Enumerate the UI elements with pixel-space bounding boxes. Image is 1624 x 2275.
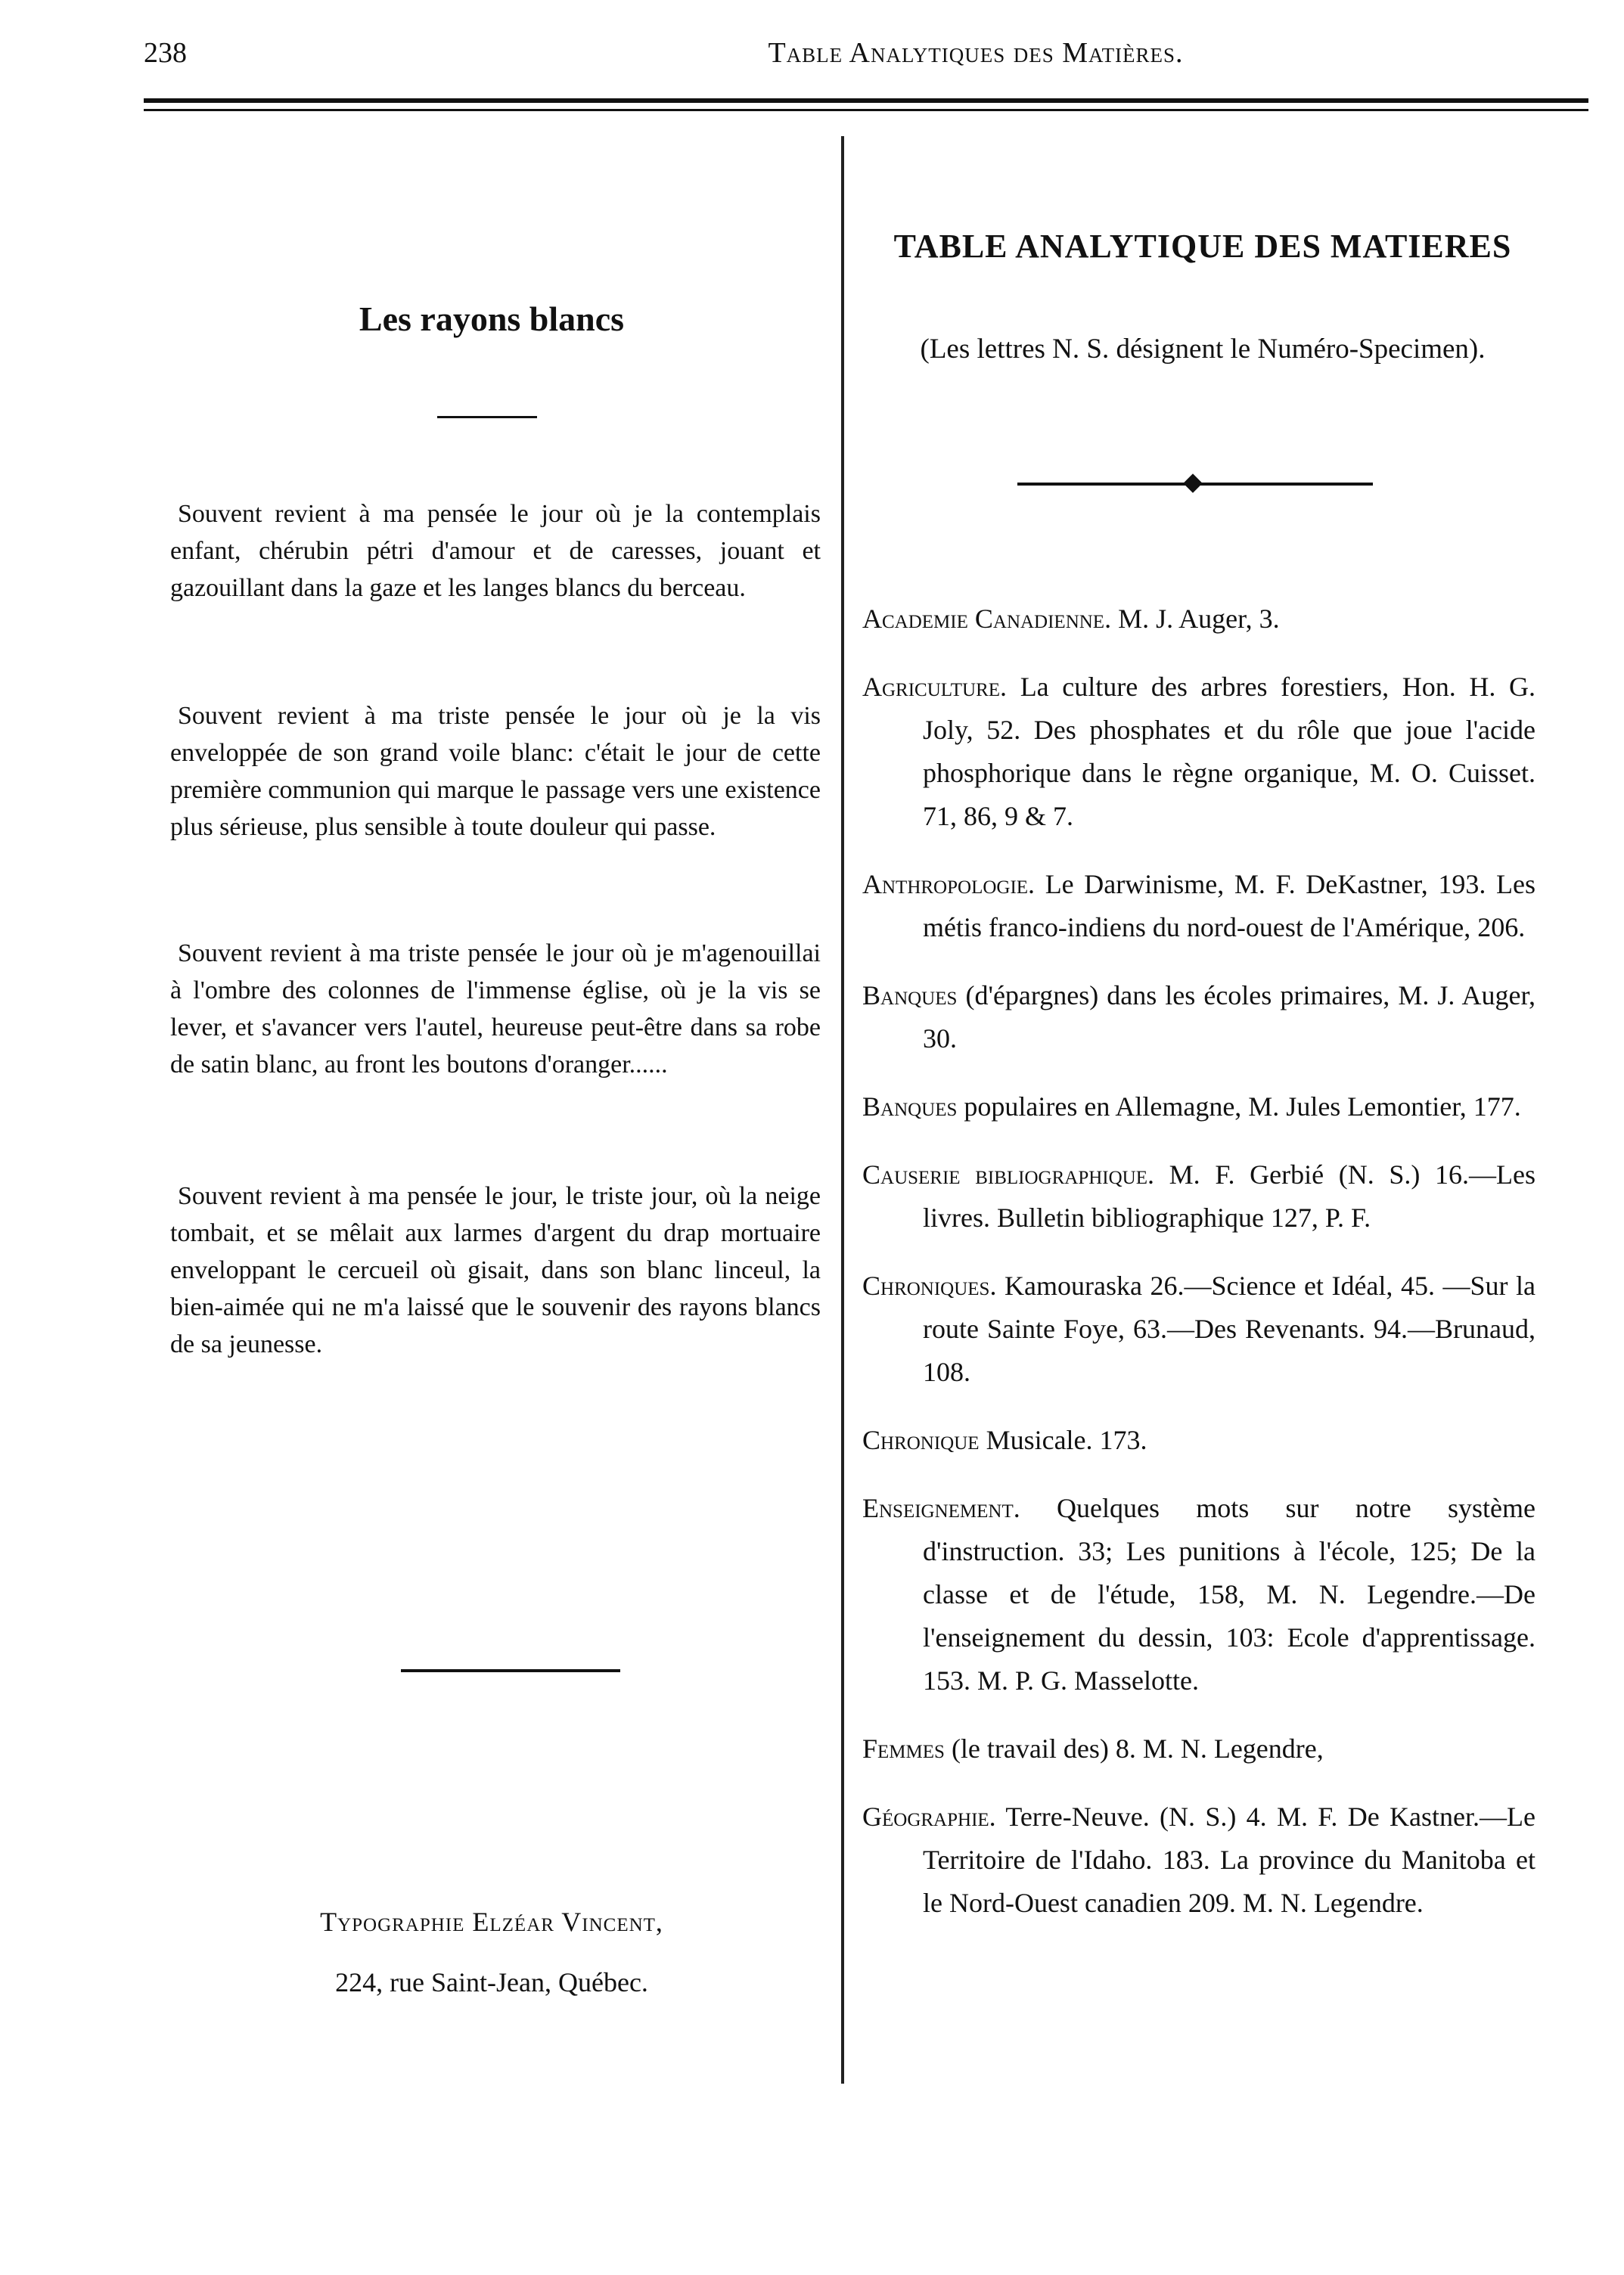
title-rule [437,416,537,418]
index-entry-text: M. J. Auger, 3. [1118,604,1280,634]
index-entry [862,1795,1536,1925]
ornament-diamond [1183,473,1202,492]
printer-name: Typographie Elzéar Vincent, [320,1907,663,1937]
index-entry-text: Musicale. 173. [986,1425,1147,1455]
index-entry-head: Banques [862,1091,958,1122]
index-entry-text: Kamouraska 26.—Science et Idéal, 45. —Sur la route Sainte Foye, 63.—Des Revenants. 94.—Brunaud, 108. [923,1271,1536,1387]
index-entry-head: Chroniques. [862,1271,997,1301]
poem-paragraph: Souvent revient à ma triste pensée le jour où je la vis enveloppée de son grand voile blanc: c'était le jour de cette première communion qui marque le passage vers une existence plus sérieuse, plus sensible à toute douleur qui passe. [170,702,821,841]
index-entry [862,863,1536,949]
index-entry-head: Anthropologie. [862,869,1036,899]
index-entry-text: Terre-Neuve. (N. S.) 4. M. F. De Kastner.—Le Territoire de l'Idaho. 183. La province du Manitoba et le Nord-Ouest canadien 209. M. N. Legendre. [923,1802,1536,1918]
index-entry [862,1487,1536,1702]
index-entry [862,1153,1536,1240]
index-entry-text: (d'épargnes) dans les écoles primaires, M. J. Auger, 30. [923,980,1536,1054]
printer-address: 224, rue Saint-Jean, Québec. [335,1967,648,1997]
index-subtitle: (Les lettres N. S. désignent le Numéro-Specimen). [920,334,1486,365]
poem-paragraph: Souvent revient à ma pensée le jour où je la contemplais enfant, chérubin pétri d'amour et de caresses, jouant et gazouillant dans la gaze et les langes blancs du berceau. [170,500,821,602]
header-rule [144,98,1588,103]
index-entry-text: Quelques mots sur notre système d'instruction. 33; Les punitions à l'école, 125; De la classe et de l'étude, 158, M. N. Legendre.—De l'enseignement du dessin, 103: Ecole d'apprentissage. 153. M. P. G. Masselotte. [923,1493,1536,1696]
index-entry [862,597,1536,641]
index-entry [862,974,1536,1060]
page-number: 238 [144,37,187,69]
column-divider [841,136,844,2084]
index-list [862,597,1536,1950]
index-entry [862,666,1536,838]
ornamental-rule [401,1669,620,1672]
index-entry-text: La culture des arbres forestiers, Hon. H. G. Joly, 52. Des phosphates et du rôle que joue l'acide phosphorique dans le règne organique, M. O. Cuisset. 71, 86, 9 & 7. [923,672,1536,831]
index-entry-text: Le Darwinisme, M. F. DeKastner, 193. Les métis franco-indiens du nord-ouest de l'Amérique, 206. [923,869,1536,942]
poem-paragraph: Souvent revient à ma pensée le jour, le triste jour, où la neige tombait, et se mêlait aux larmes d'argent du drap mortuaire enveloppant le cercueil où gisait, dans son blanc linceul, la bien-aimée qui ne m'a laissé que le souvenir des rayons blancs de sa jeunesse. [170,1182,821,1358]
header-rule-thin [144,109,1588,111]
index-entry [862,1265,1536,1394]
index-entry-head: Causerie bibliographique. [862,1159,1154,1190]
index-entry-head: Agriculture. [862,672,1008,702]
index-entry [862,1727,1536,1771]
poem-title: Les rayons blancs [359,300,625,338]
index-title: TABLE ANALYTIQUE DES MATIERES [893,228,1512,265]
index-entry-text: populaires en Allemagne, M. Jules Lemontier, 177. [964,1091,1521,1122]
index-entry-head: Chronique [862,1425,980,1455]
index-entry [862,1419,1536,1462]
index-entry-head: Femmes [862,1733,945,1764]
index-entry-head: Enseignement. [862,1493,1020,1523]
index-entry-text: (le travail des) 8. M. N. Legendre, [951,1733,1324,1764]
poem-paragraph: Souvent revient à ma triste pensée le jour où je m'agenouillai à l'ombre des colonnes de l'immense église, où je la vis se lever, et s'avancer vers l'autel, heureuse peut-être dans sa robe de satin blanc, au front les boutons d'oranger...... [170,939,821,1079]
index-entry-text: M. F. Gerbié (N. S.) 16.—Les livres. Bulletin bibliographique 127, P. F. [923,1159,1536,1233]
index-entry [862,1085,1536,1128]
index-entry-head: Banques [862,980,958,1010]
index-entry-head: Academie Canadienne. [862,604,1112,634]
running-head: Table Analytiques des Matières. [768,37,1184,69]
index-entry-head: Géographie. [862,1802,996,1832]
